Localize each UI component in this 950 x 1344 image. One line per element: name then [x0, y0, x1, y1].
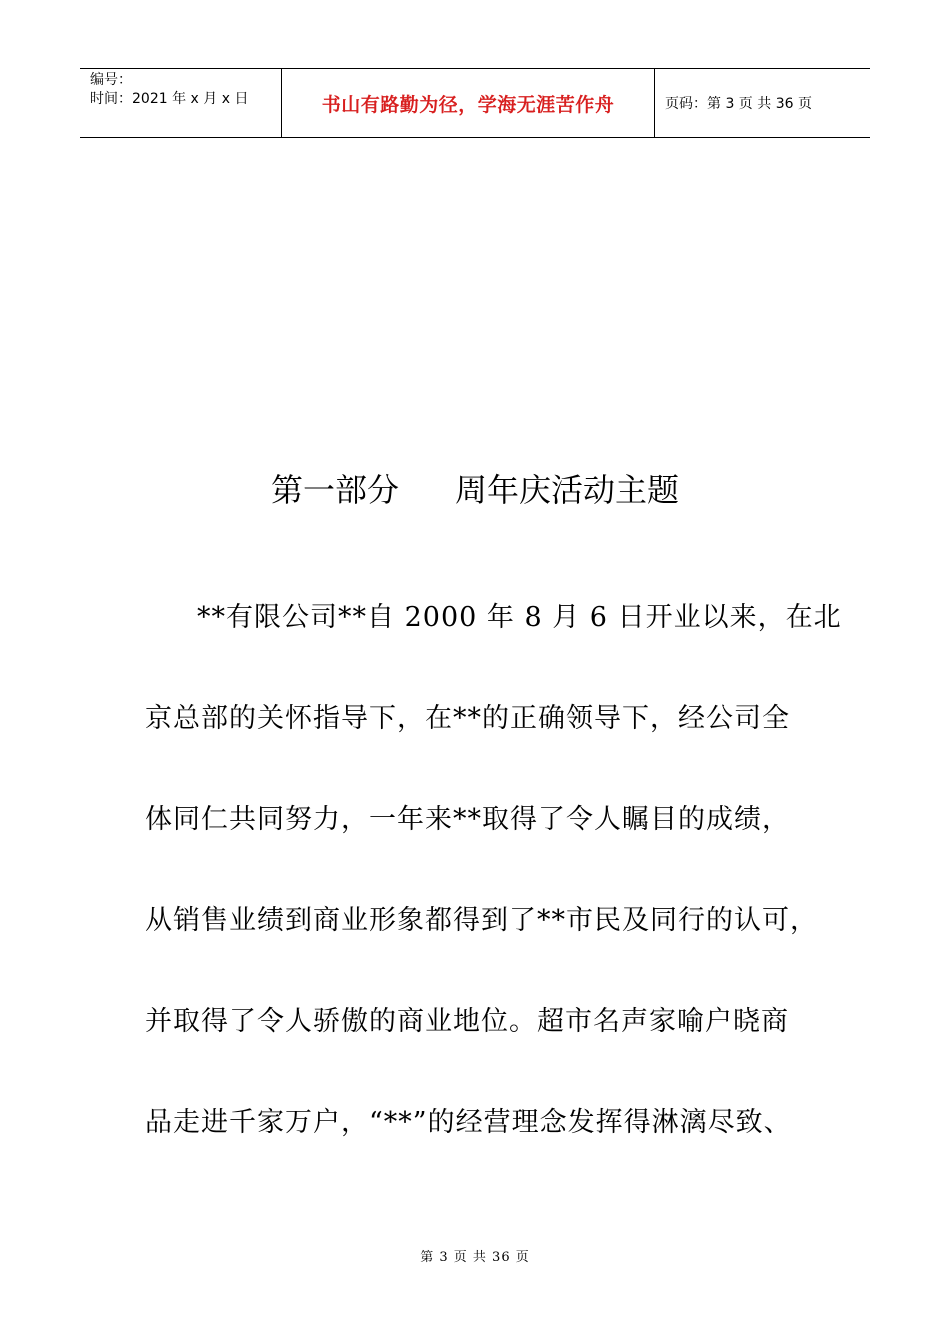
page-footer: [0, 1246, 950, 1265]
section-title: [0, 462, 950, 518]
motto-text: 书山有路勤为径，学海无涯苦作舟: [321, 93, 615, 116]
serial-number-label: 编号：: [90, 72, 132, 88]
header-page-cell: [655, 69, 870, 137]
paragraph-line: 京总部的关怀指导下，在**的正确领导下，经公司全: [145, 703, 790, 734]
paragraph-line: 并取得了令人骄傲的商业地位。超市名声家喻户晓商: [145, 1006, 789, 1037]
date-label: 时间：2021 年 x 月 x 日: [90, 91, 249, 107]
section-heading: 周年庆活动主题: [455, 471, 680, 509]
header-meta-cell: [80, 69, 281, 137]
body-paragraph: [145, 590, 842, 1196]
footer-page-number: 第 3 页 共 36 页: [420, 1250, 530, 1265]
section-part-label: 第一部分: [270, 471, 399, 509]
paragraph-line: **有限公司**自 2000 年 8 月 6 日开业以来，在北: [197, 602, 842, 633]
paragraph-line: 品走进千家万户，“**”的经营理念发挥得淋漓尽致、: [145, 1107, 792, 1138]
page-info: 页码：第 3 页 共 36 页: [665, 96, 812, 112]
header-motto-cell: [281, 69, 655, 137]
paragraph-line: 体同仁共同努力，一年来**取得了令人瞩目的成绩，: [145, 804, 790, 835]
document-header: [80, 68, 870, 138]
paragraph-line: 从销售业绩到商业形象都得到了**市民及同行的认可，: [145, 905, 818, 936]
